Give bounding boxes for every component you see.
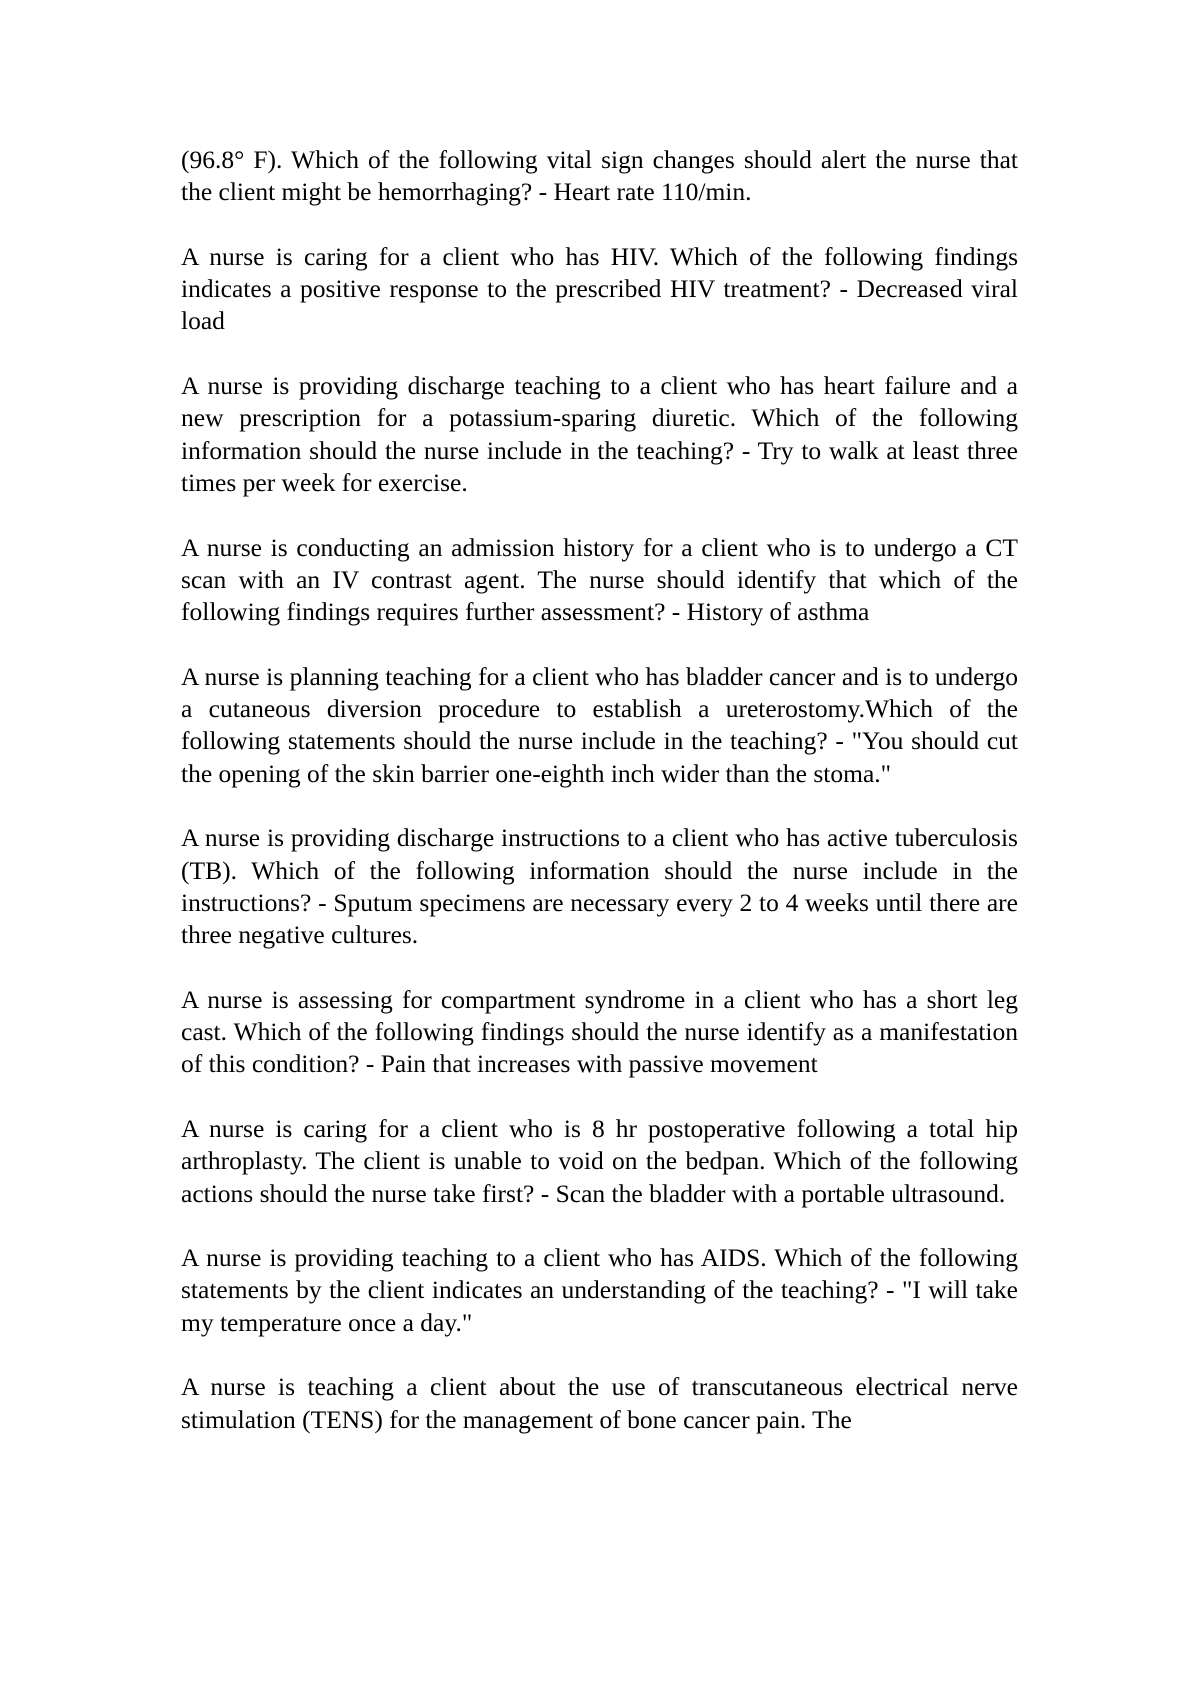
paragraph-heart-failure: A nurse is providing discharge teaching to a client who has heart failure and a new prescription for a potassium-sparing diuretic. Which of the following information should the nurse include in the teaching? - Try to walk at least three times per week for exercise.	[181, 371, 1018, 497]
document-body	[181, 144, 1018, 1468]
paragraph-compartment-syndrome: A nurse is assessing for compartment syndrome in a client who has a short leg cast. Which of the following findings should the nurse identify as a manifestation of this condition? - Pain that increases with passive movement	[181, 984, 1018, 1079]
paragraph-vital-signs: (96.8° F). Which of the following vital sign changes should alert the nurse that the client might be hemorrhaging? - Heart rate 110/min.	[181, 145, 1018, 207]
paragraph-hip-arthroplasty: A nurse is caring for a client who is 8 hr postoperative following a total hip arthroplasty. The client is unable to void on the bedpan. Which of the following actions should the nurse take first? - Scan the bladder with a portable ultrasound.	[181, 1113, 1018, 1208]
paragraph-aids-teaching: A nurse is providing teaching to a client who has AIDS. Which of the following statements by the client indicates an understanding of the teaching? - "I will take my temperature once a day."	[181, 1243, 1018, 1337]
paragraph-ct-contrast: A nurse is conducting an admission history for a client who is to undergo a CT scan with an IV contrast agent. The nurse should identify that which of the following findings requires further assessment? - History of asthma	[181, 532, 1018, 627]
paragraph-bladder-cancer: A nurse is planning teaching for a client who has bladder cancer and is to undergo a cutaneous diversion procedure to establish a ureterostomy.Which of the following statements should the nurse include in the teaching? - "You should cut the opening of the skin barrier one-eighth inch wider than the stoma."	[181, 661, 1018, 788]
paragraph-tuberculosis: A nurse is providing discharge instructions to a client who has active tuberculosis (TB). Which of the following information should the nurse include in the instructions? - Sputum specimens are necessary every 2 to 4 weeks until there are three negative cultures.	[181, 823, 1018, 950]
paragraph-tens: A nurse is teaching a client about the use of transcutaneous electrical nerve stimulation (TENS) for the management of bone cancer pain. The	[181, 1372, 1018, 1434]
paragraph-hiv-treatment: A nurse is caring for a client who has HIV. Which of the following findings indicates a positive response to the prescribed HIV treatment? - Decreased viral load	[181, 241, 1018, 336]
